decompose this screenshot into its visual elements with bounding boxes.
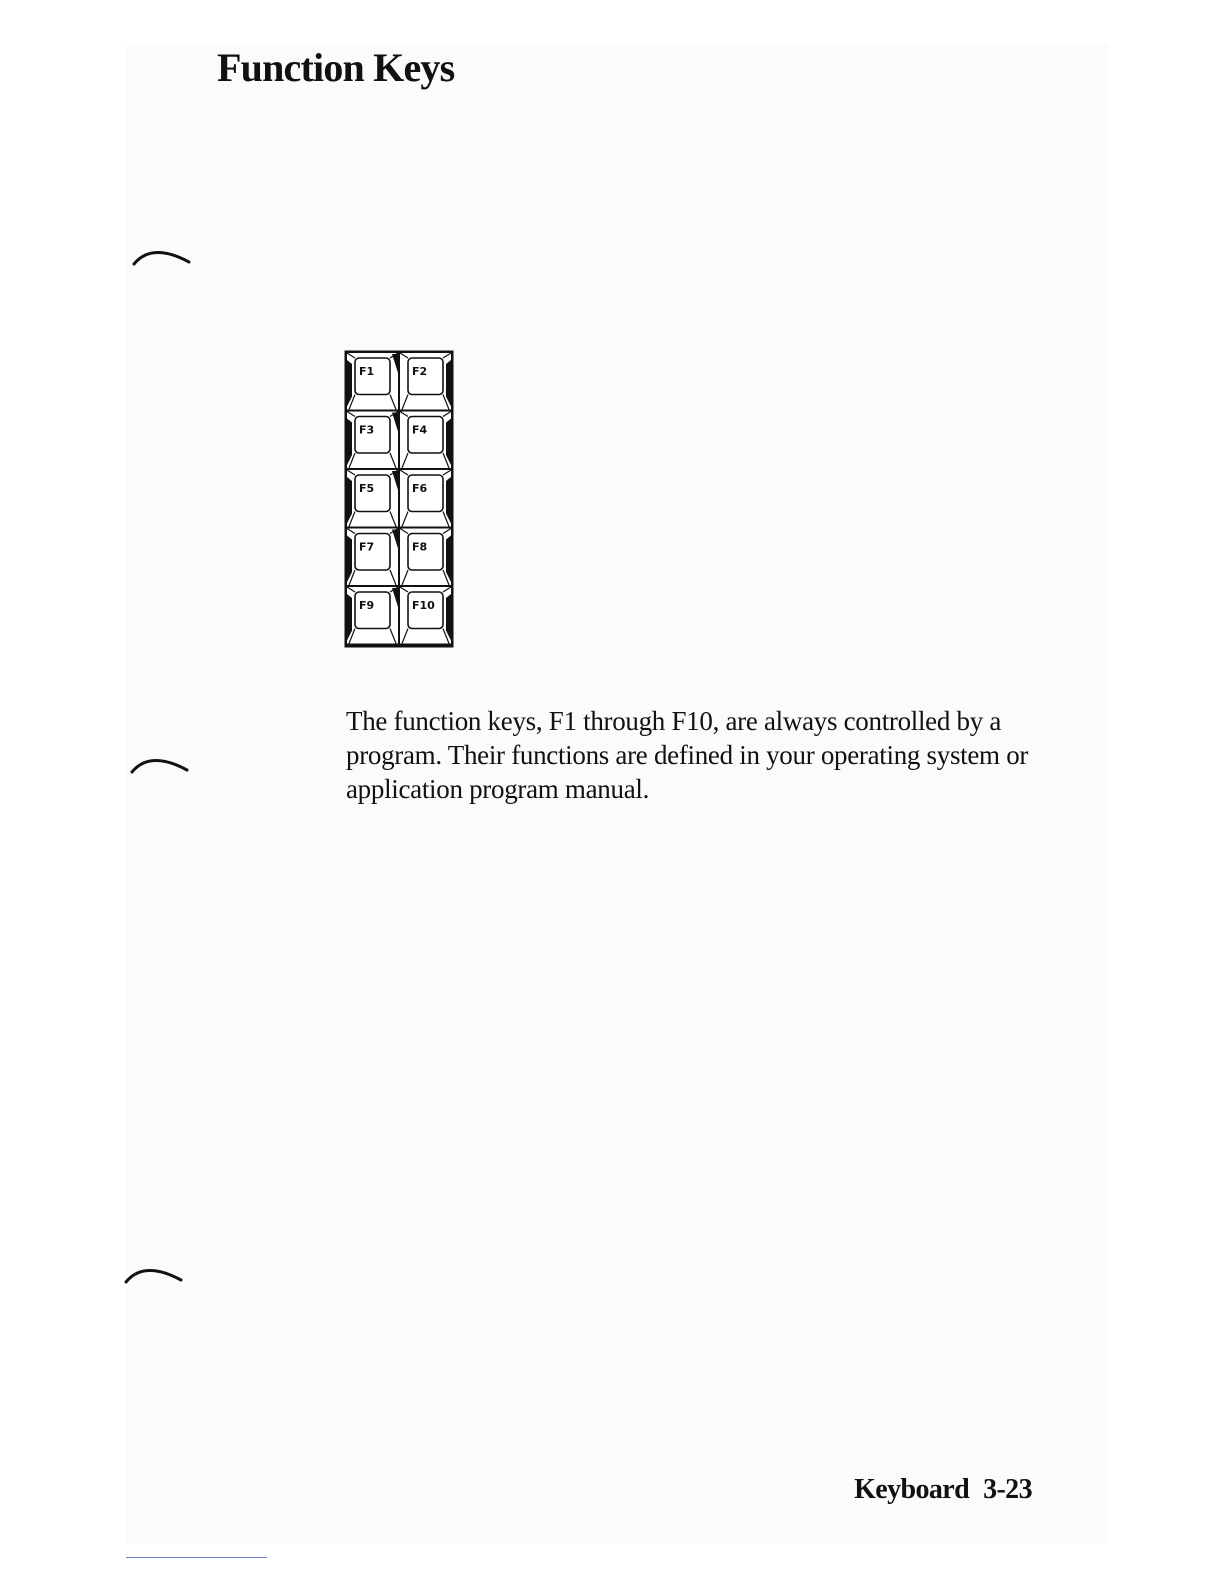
function-key-f7 <box>346 528 406 587</box>
key-label-f9: F9 <box>359 599 375 612</box>
page-title: Function Keys <box>217 45 455 90</box>
function-key-f9 <box>346 586 406 645</box>
footer-section-title: Keyboard <box>854 1474 970 1505</box>
binder-hole-mark-top <box>132 244 192 268</box>
key-label-f8: F8 <box>412 540 428 554</box>
key-label-f3: F3 <box>359 423 375 437</box>
function-key-f1 <box>346 352 406 411</box>
key-label-f6: F6 <box>412 482 428 495</box>
function-keypad-illustration <box>344 350 454 650</box>
key-label-f10: F10 <box>412 599 435 612</box>
function-key-f3 <box>346 411 406 470</box>
scan-artifact-line <box>126 1557 267 1558</box>
key-label-f4: F4 <box>412 423 428 437</box>
body-paragraph: The function keys, F1 through F10, are always controlled by a program. Their functions are defined in your operating system or application program manual. <box>346 706 1029 804</box>
function-key-f4 <box>399 411 452 470</box>
binder-hole-mark-middle <box>130 752 190 776</box>
page-footer <box>854 1474 1032 1506</box>
function-key-f2 <box>399 352 452 411</box>
function-key-f8 <box>399 528 452 587</box>
function-key-f6 <box>399 469 452 528</box>
footer-page-number: 3-23 <box>983 1474 1032 1505</box>
binder-hole-mark-bottom <box>124 1262 184 1286</box>
function-key-f5 <box>346 469 406 528</box>
key-label-f5: F5 <box>359 482 375 495</box>
function-key-f10 <box>399 586 452 645</box>
function-keypad-svg <box>344 350 454 650</box>
key-label-f2: F2 <box>412 365 428 378</box>
key-label-f1: F1 <box>359 365 375 378</box>
key-label-f7: F7 <box>359 540 375 554</box>
